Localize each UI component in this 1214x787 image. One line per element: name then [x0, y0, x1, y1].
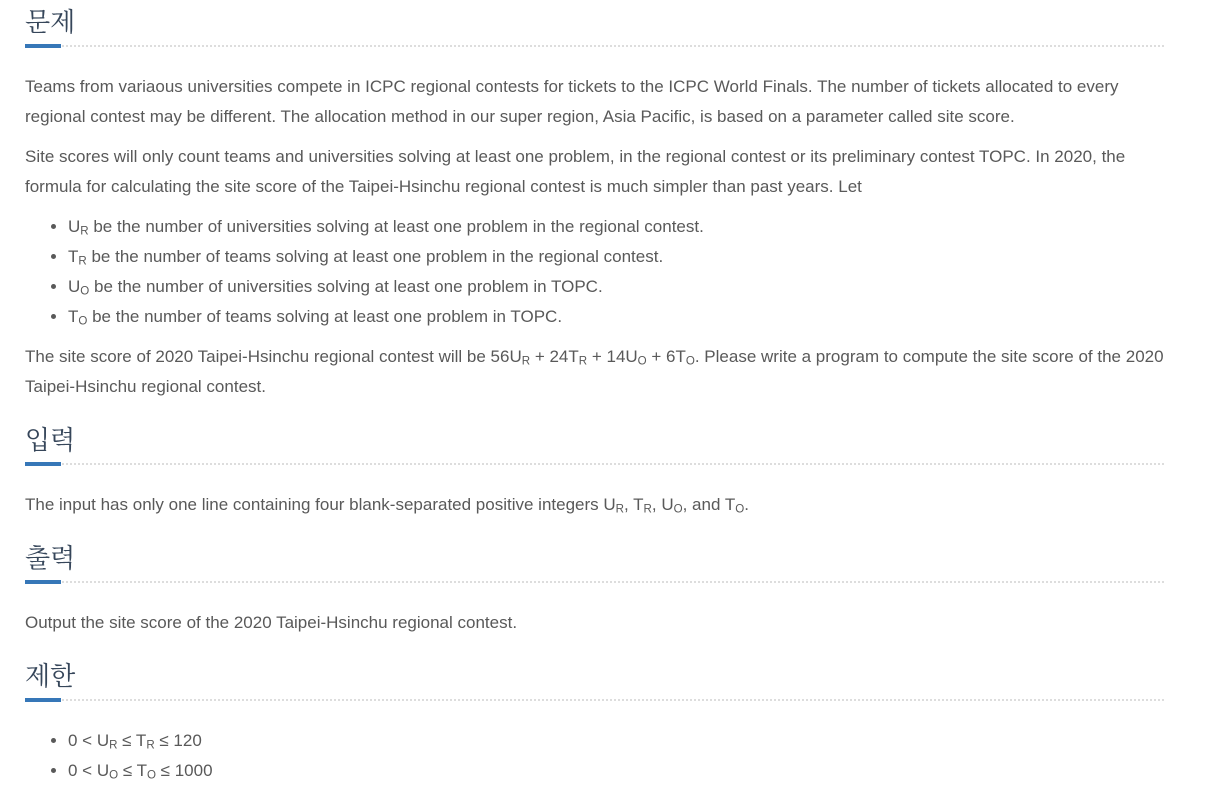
paragraph — [25, 490, 1164, 520]
text-run: T — [68, 307, 79, 326]
paragraph — [25, 608, 1164, 638]
subscript: O — [78, 315, 88, 328]
text-run: The site score of 2020 Taipei-Hsinchu regional contest will be 56U — [25, 347, 522, 366]
section-output — [25, 542, 1164, 638]
text-run: . Please write a program to compute the site score of the 2020 Taipei-Hsinchu regional contest. — [25, 347, 1164, 396]
text-run: ≤ 1000 — [155, 761, 213, 780]
subscript: R — [578, 355, 588, 368]
text-run: Teams from variaous universities compete in ICPC regional contests for tickets to the ICPC World Finals. The number of tickets allocated to every regional contest may be different. The allocation method in our super region, Asia Pacific, is based on a parameter called site score. — [25, 77, 1119, 126]
text-run: ≤ T — [118, 761, 147, 780]
headline-underline — [25, 580, 1164, 584]
subscript: R — [78, 255, 87, 268]
section-content — [25, 726, 1164, 786]
section-content — [25, 72, 1164, 402]
text-run: U — [68, 277, 81, 296]
list-item — [68, 756, 1164, 786]
text-run: + 6T — [646, 347, 686, 366]
list-item — [68, 272, 1164, 302]
text-run: + 24T — [530, 347, 579, 366]
section-title: 입력 — [25, 425, 76, 455]
subscript: R — [643, 503, 652, 516]
headline-underline — [25, 462, 1164, 466]
subscript: R — [109, 739, 118, 752]
headline-accent — [25, 462, 61, 466]
text-run: T — [68, 247, 79, 266]
section-title: 출력 — [25, 543, 76, 573]
paragraph — [25, 142, 1164, 202]
list-item — [68, 212, 1164, 242]
list-item — [68, 726, 1164, 756]
text-run: , and T — [682, 495, 736, 514]
headline-accent — [25, 698, 61, 702]
headline-underline — [25, 44, 1164, 48]
problem-body — [25, 0, 1164, 786]
bullet-list — [25, 726, 1164, 786]
paragraph — [25, 342, 1164, 402]
subscript: O — [735, 503, 745, 516]
subscript: R — [615, 503, 624, 516]
text-run: . — [744, 495, 749, 514]
text-run: + 14U — [587, 347, 638, 366]
text-run: Site scores will only count teams and universities solving at least one problem, in the regional contest or its preliminary contest TOPC. In 2020, the formula for calculating the site score of the Taipei-Hsinchu regional contest is much simpler than past years. Let — [25, 147, 1126, 196]
subscript: R — [521, 355, 531, 368]
subscript: O — [685, 355, 695, 368]
section-problem — [25, 6, 1164, 402]
section-content — [25, 490, 1164, 520]
text-run: 0 < U — [68, 761, 110, 780]
subscript: O — [146, 769, 156, 782]
section-limits — [25, 660, 1164, 786]
text-run: be the number of universities solving at least one problem in TOPC. — [89, 277, 603, 296]
subscript: R — [146, 739, 155, 752]
text-run: ≤ T — [117, 731, 147, 750]
subscript: O — [109, 769, 119, 782]
subscript: O — [637, 355, 647, 368]
list-item — [68, 302, 1164, 332]
headline-underline — [25, 698, 1164, 702]
subscript: R — [80, 225, 89, 238]
text-run: be the number of universities solving at least one problem in the regional contest. — [88, 217, 704, 236]
text-run: ≤ 120 — [154, 731, 202, 750]
text-run: U — [68, 217, 81, 236]
section-title: 제한 — [25, 661, 76, 691]
text-run: Output the site score of the 2020 Taipei-Hsinchu regional contest. — [25, 613, 518, 632]
section-content — [25, 608, 1164, 638]
text-run: be the number of teams solving at least one problem in TOPC. — [87, 307, 563, 326]
section-input — [25, 424, 1164, 520]
headline-accent — [25, 44, 61, 48]
text-run: , U — [651, 495, 674, 514]
paragraph — [25, 72, 1164, 132]
text-run: , T — [624, 495, 644, 514]
subscript: O — [80, 285, 90, 298]
headline-accent — [25, 580, 61, 584]
list-item — [68, 242, 1164, 272]
bullet-list — [25, 212, 1164, 332]
text-run: be the number of teams solving at least one problem in the regional contest. — [86, 247, 664, 266]
section-title: 문제 — [25, 7, 76, 37]
text-run: The input has only one line containing four blank-separated positive integers U — [25, 495, 616, 514]
subscript: O — [673, 503, 683, 516]
text-run: 0 < U — [68, 731, 110, 750]
